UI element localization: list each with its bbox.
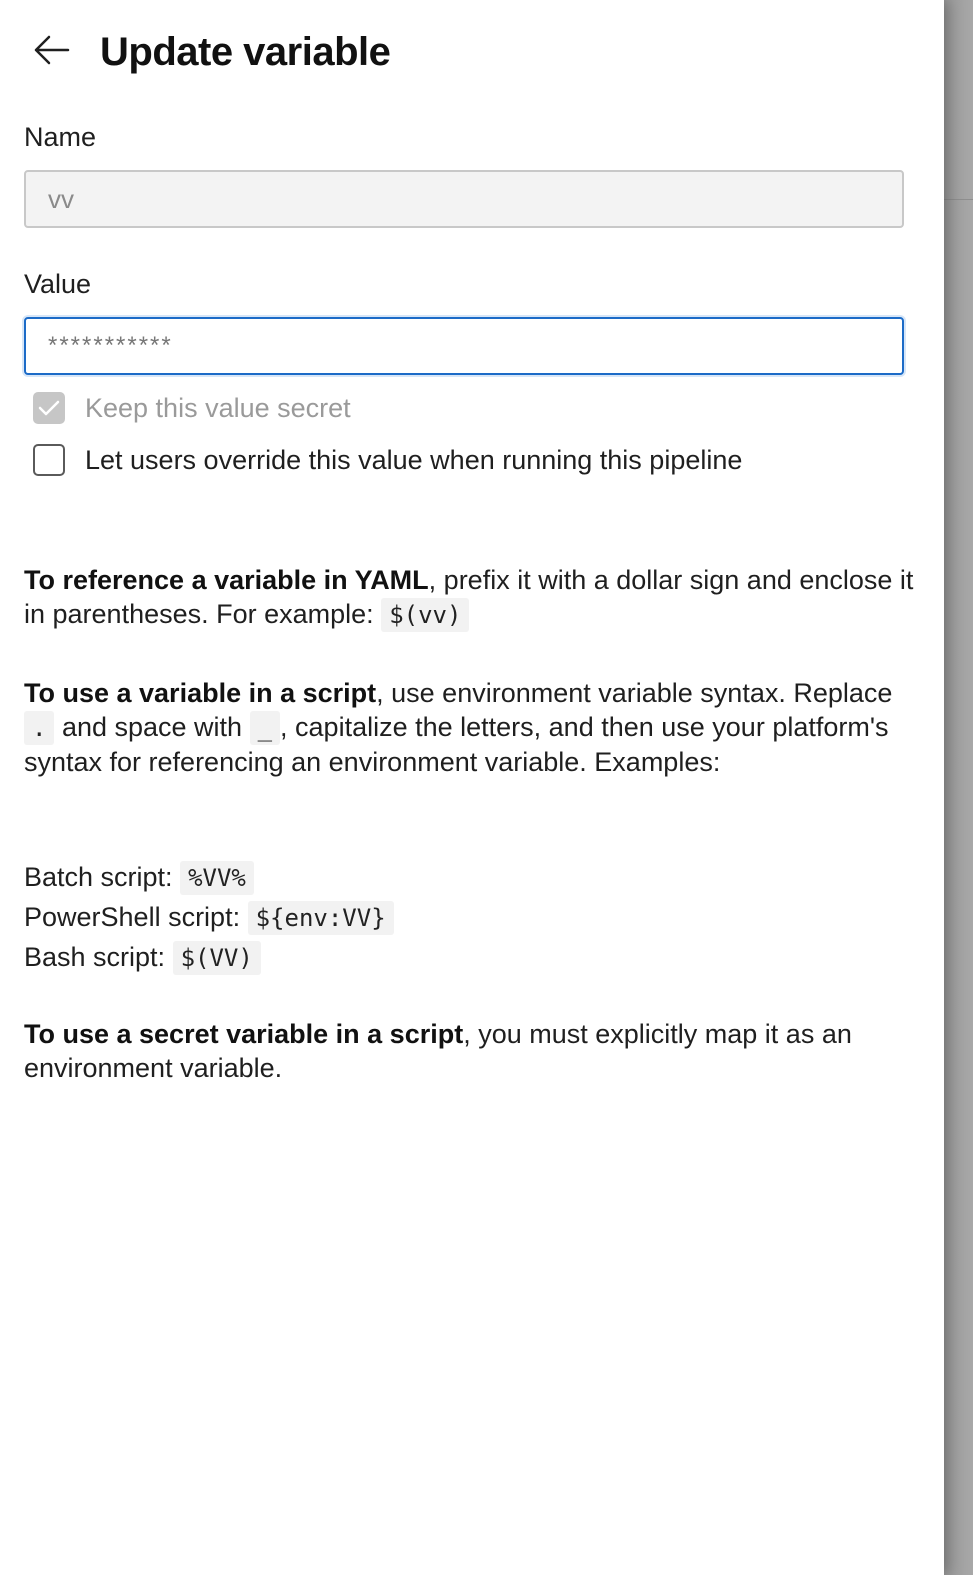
example-batch [24,857,924,897]
secret-help-body: , you must explicitly map it as an environment variable. [24,1019,852,1083]
example-code: %VV% [180,861,254,895]
dot-code: . [24,711,54,745]
script-help-heading: To use a variable in a script [24,678,377,708]
script-help-body-3: , capitalize the letters, and then use your platform's syntax for referencing an environment variable. Examples: [24,712,889,777]
allow-override-label: Let users override this value when running this pipeline [85,444,743,475]
script-help-body-1: , use environment variable syntax. Replace [376,678,893,708]
yaml-help-body: , prefix it with a dollar sign and enclose it in parentheses. For example: [24,565,914,629]
example-code: ${env:VV} [248,901,394,935]
example-code: $(VV) [173,941,261,975]
example-bash [24,937,924,977]
yaml-help-text [24,563,924,632]
name-value: vv [48,183,74,214]
back-button[interactable] [30,30,74,74]
page-title: Update variable [100,29,391,74]
value-field[interactable] [24,317,904,375]
secret-help-text [24,1017,924,1085]
keep-secret-checkbox[interactable] [33,392,65,424]
backdrop-divider [944,199,973,200]
keep-secret-label: Keep this value secret [85,392,351,423]
example-powershell [24,897,924,937]
script-examples [24,857,924,977]
script-help-body-2: and space with [54,712,250,742]
panel-header [30,20,390,84]
value-label: Value [24,269,92,299]
arrow-left-icon [34,35,70,70]
yaml-example-code: $(vv) [381,598,469,632]
name-label: Name [24,122,97,152]
value-masked: *********** [48,332,173,359]
keep-secret-option[interactable] [33,392,351,424]
example-label: Batch script: [24,862,181,892]
underscore-code: _ [250,711,280,745]
yaml-help-heading: To reference a variable in YAML [24,565,429,595]
secret-help-heading: To use a secret variable in a script [24,1019,464,1049]
page-backdrop [944,0,973,1575]
checkmark-icon [38,393,60,424]
example-label: PowerShell script: [24,902,248,932]
script-help-text [24,676,924,779]
allow-override-checkbox[interactable] [33,444,65,476]
allow-override-option[interactable] [33,444,742,476]
name-field [24,170,904,228]
example-label: Bash script: [24,942,173,972]
